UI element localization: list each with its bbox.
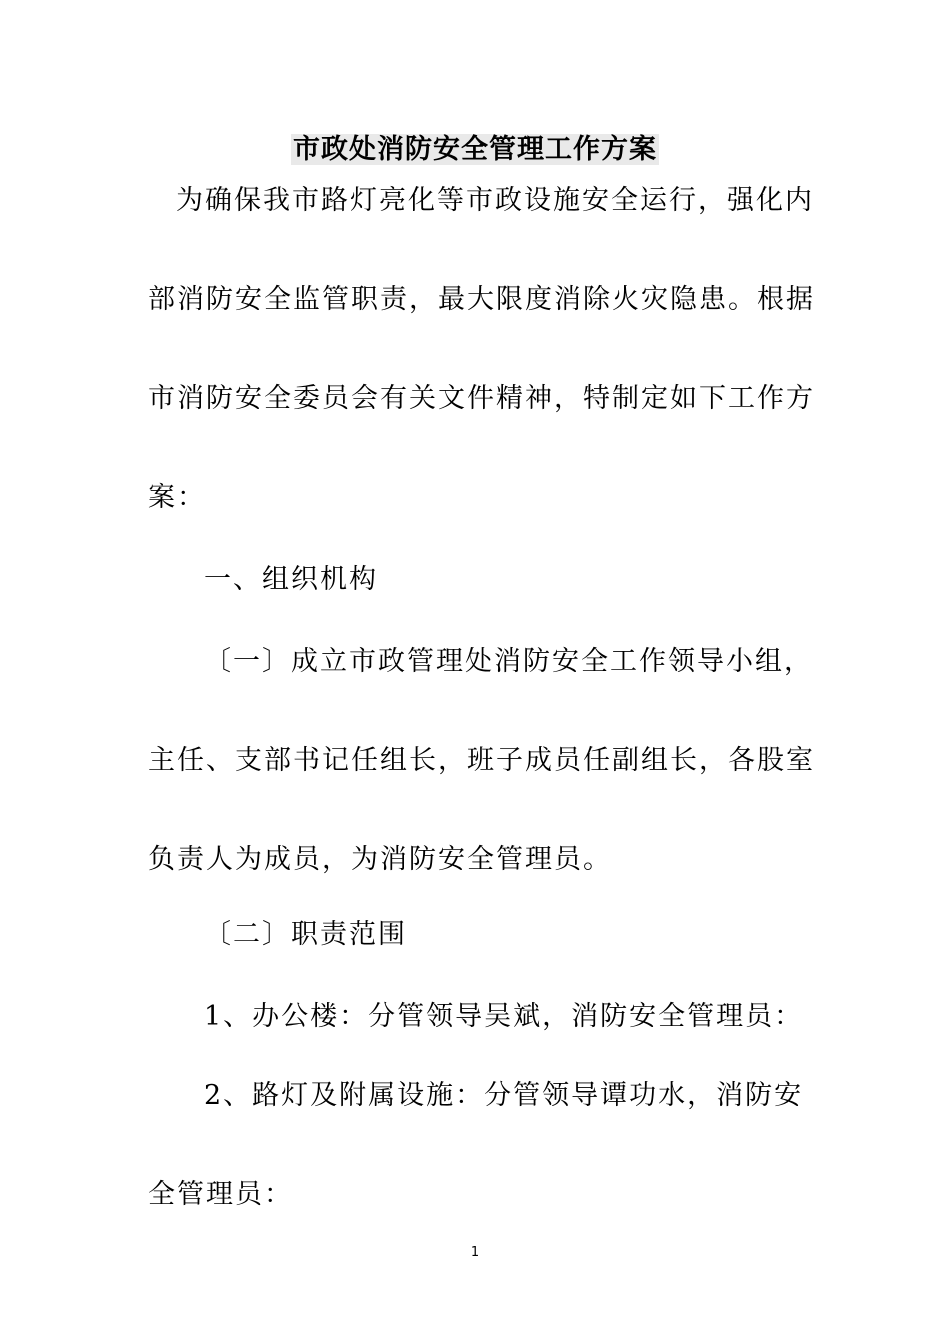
document-title <box>0 130 950 170</box>
list-item-office-building: 1、办公楼：分管领导吴斌，消防安全管理员： <box>204 1001 804 1032</box>
paragraph-line-1: 为确保我市路灯亮化等市政设施安全运行，强化内 <box>176 185 814 216</box>
paragraph-line-7: 主任、支部书记任组长，班子成员任副组长，各股室 <box>148 745 815 776</box>
paragraph-line-4: 案： <box>148 482 206 513</box>
paragraph-line-6: 〔一〕成立市政管理处消防安全工作领导小组， <box>204 646 813 677</box>
paragraph-line-8: 负责人为成员，为消防安全管理员。 <box>148 844 612 875</box>
page-number: 1 <box>470 1245 480 1260</box>
list-item-street-lights: 2、路灯及附属设施：分管领导谭功水，消防安 <box>204 1080 804 1111</box>
paragraph-line-3: 市消防安全委员会有关文件精神，特制定如下工作方 <box>148 383 815 414</box>
paragraph-line-2: 部消防安全监管职责，最大限度消除火灾隐患。根据 <box>148 284 815 315</box>
subsection-heading-responsibilities: 〔二〕职责范围 <box>204 919 407 950</box>
document-title-text: 市政处消防安全管理工作方案 <box>293 134 657 165</box>
list-item-street-lights-continued: 全管理员： <box>148 1179 293 1210</box>
section-heading-organization: 一、组织机构 <box>204 564 378 595</box>
